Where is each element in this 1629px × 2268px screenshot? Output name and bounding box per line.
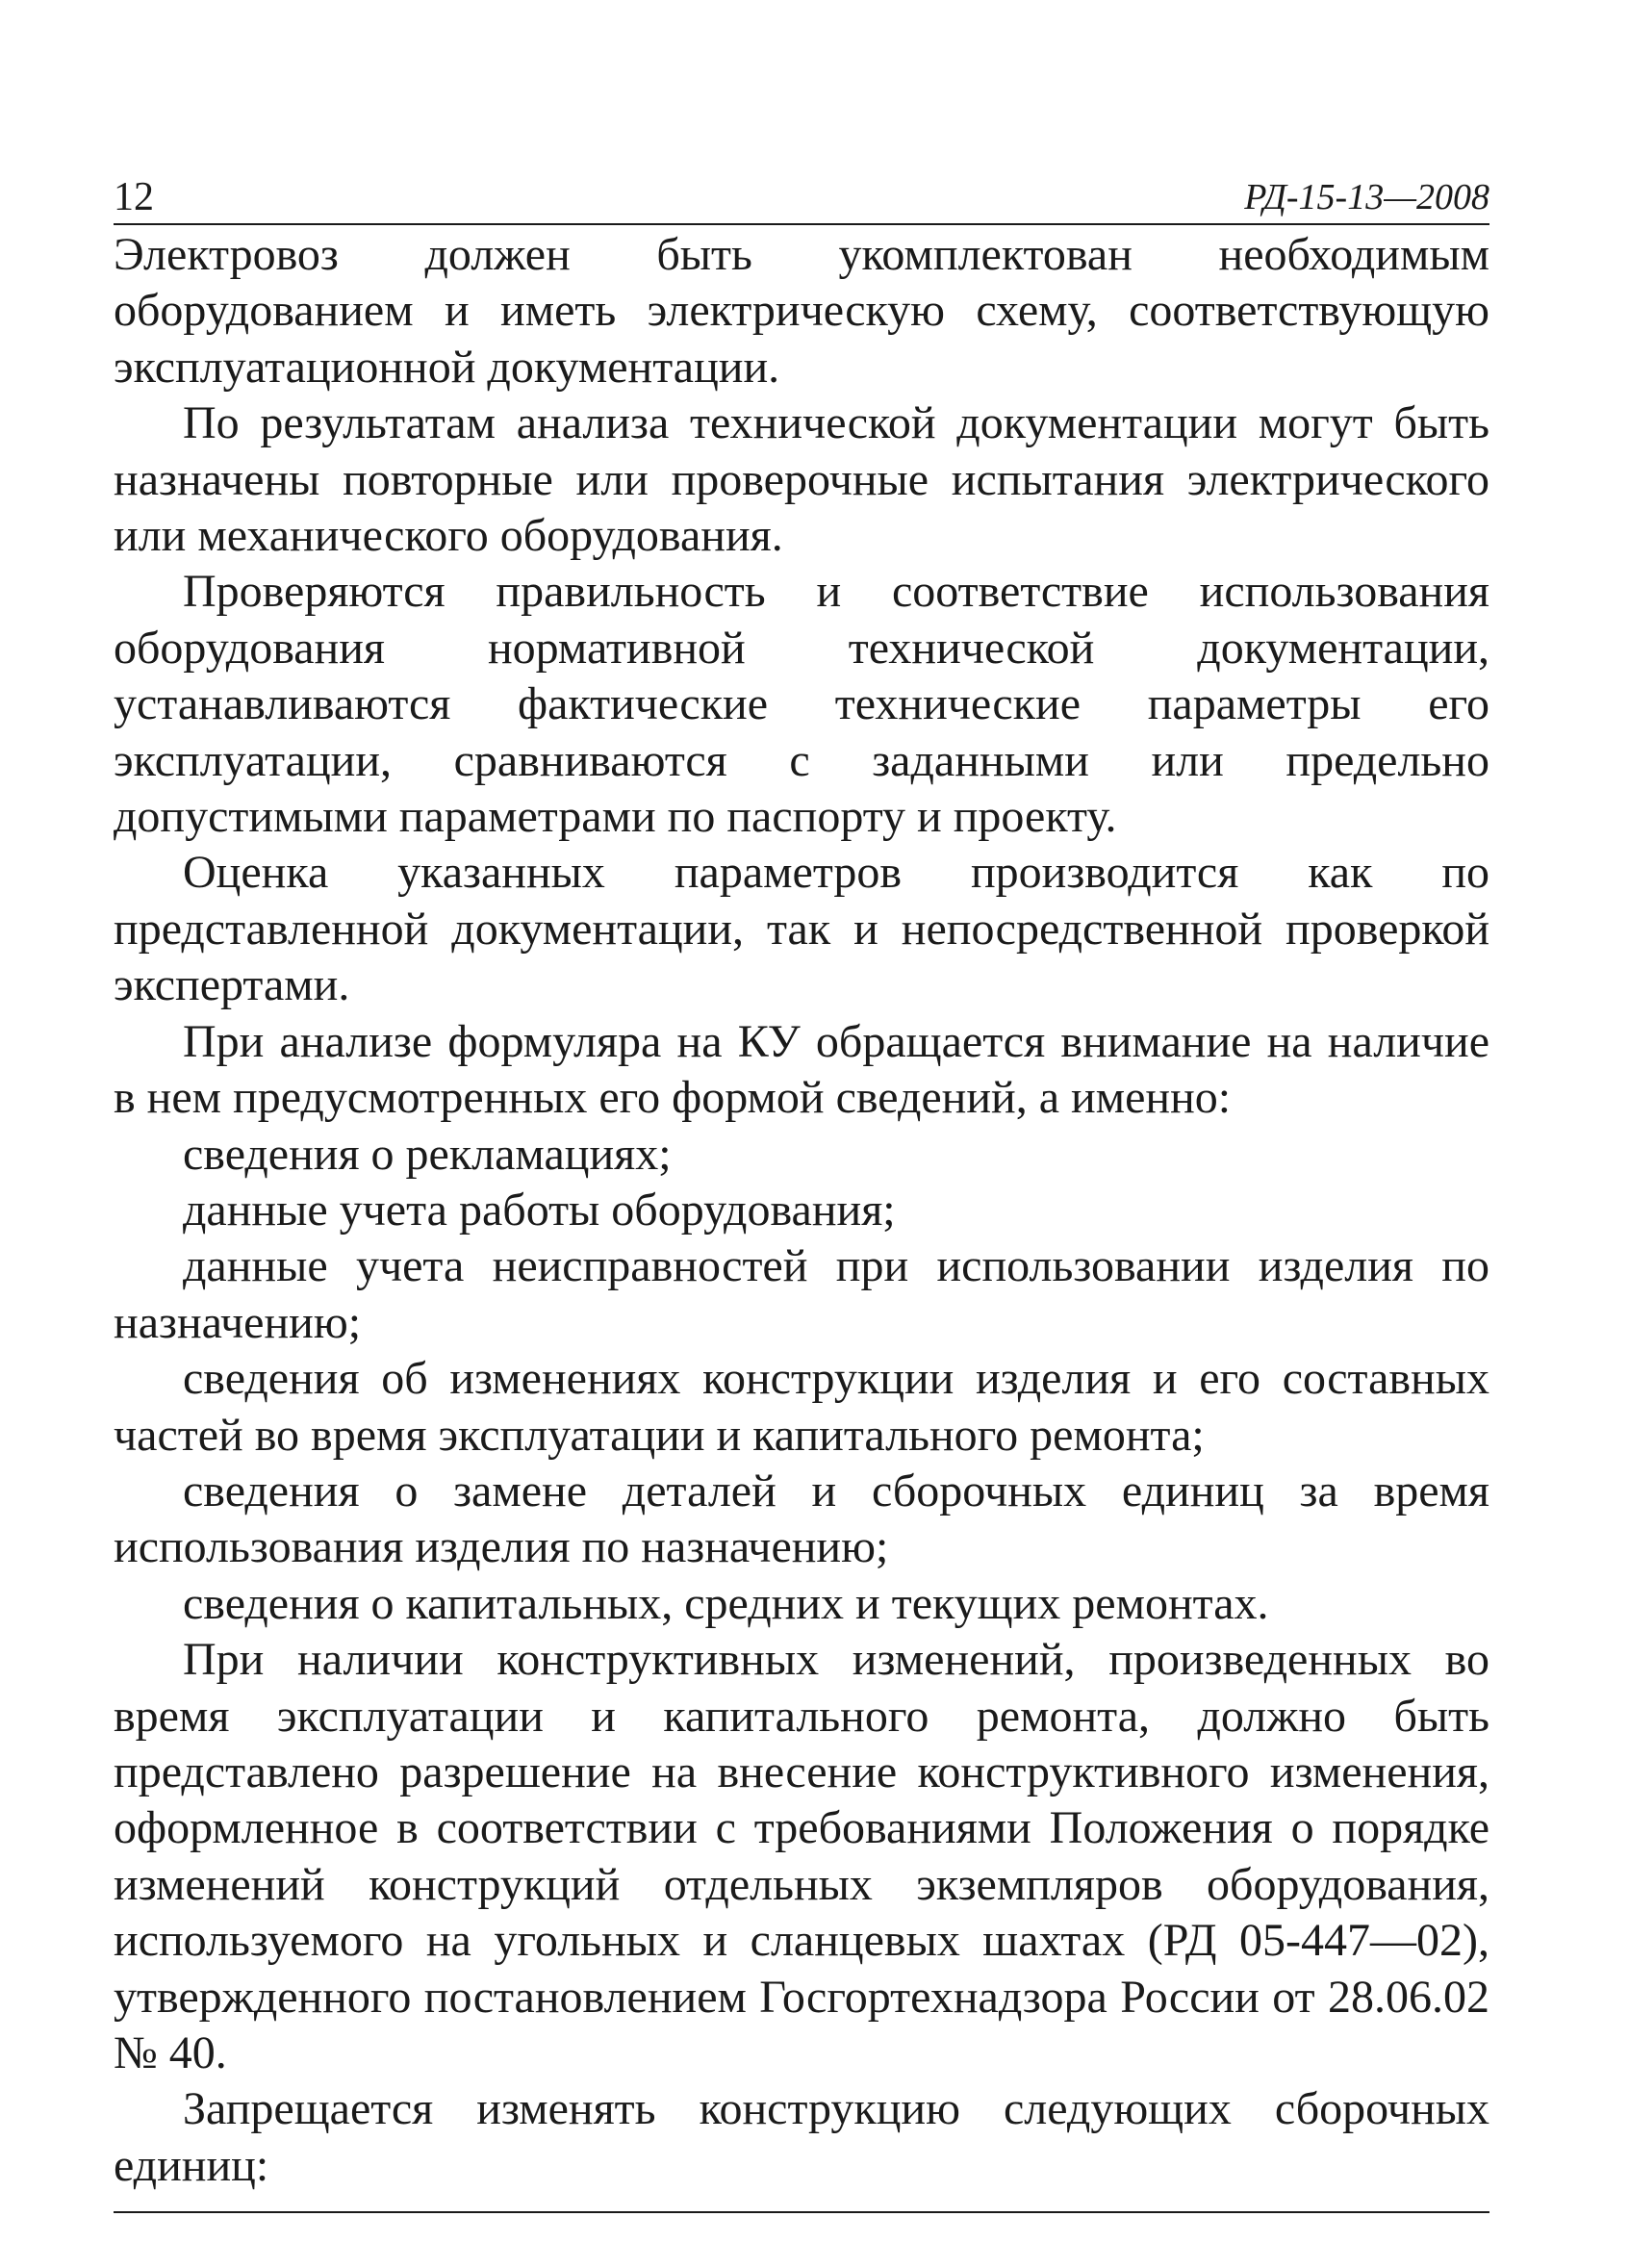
- body-text: [114, 227, 1489, 2194]
- paragraph: Проверяются правильность и соответствие использования оборудования нормативной технической документации, устанавливаются фактические технические параметры его эксплуатации, сравниваются с заданными или предельно допустимыми параметрами по паспорту и проекту.: [114, 566, 1489, 843]
- list-item: сведения о рекламациях;: [183, 1128, 672, 1180]
- document-page: [114, 164, 1489, 2213]
- paragraph: Оценка указанных параметров производится как по представленной документации, так и непосредственной проверкой экспертами.: [114, 847, 1489, 1011]
- paragraph: Электровоз должен быть укомплектован необходимым оборудованием и иметь электрическую схему, соответствующую эксплуатационной документации.: [114, 229, 1489, 393]
- paragraph: Запрещается изменять конструкцию следующих сборочных единиц:: [114, 2083, 1489, 2191]
- list-item: сведения о капитальных, средних и текущих ремонтах.: [183, 1577, 1269, 1629]
- page-number: 12: [114, 175, 154, 219]
- list-item: сведения о замене деталей и сборочных единиц за время использования изделия по назначению;: [114, 1465, 1489, 1573]
- list-item: данные учета неисправностей при использовании изделия по назначению;: [114, 1240, 1489, 1348]
- paragraph: По результатам анализа технической документации могут быть назначены повторные или проверочные испытания электрического или механического оборудования.: [114, 397, 1489, 562]
- list-item: данные учета работы оборудования;: [183, 1184, 896, 1236]
- footer-rule: [114, 2211, 1489, 2213]
- document-code: РД-15-13—2008: [1244, 177, 1489, 217]
- list-item: сведения об изменениях конструкции изделия и его составных частей во время эксплуатации и капитального ремонта;: [114, 1353, 1489, 1461]
- page-header: [114, 164, 1489, 225]
- paragraph: При наличии конструктивных изменений, произведенных во время эксплуатации и капитального ремонта, должно быть представлено разрешение на внесение конструктивного изменения, оформленное в соответствии с требованиями Положения о порядке изменений конструкций отдельных экземпляров оборудования, используемого на угольных и сланцевых шахтах (РД 05-447—02), утвержденного постановлением Госгортехнадзора России от 28.06.02 № 40.: [114, 1634, 1489, 2078]
- paragraph: При анализе формуляра на КУ обращается внимание на наличие в нем предусмотренных его формой сведений, а именно:: [114, 1015, 1489, 1124]
